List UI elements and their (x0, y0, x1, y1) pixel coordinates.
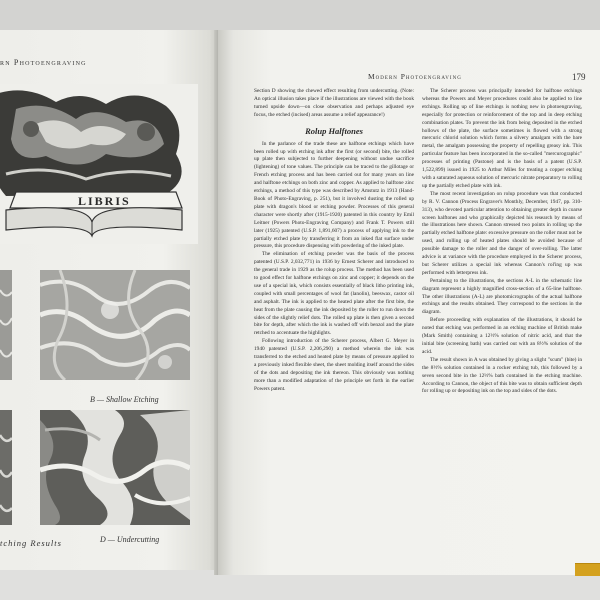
section-heading: Rolup Halftones (305, 125, 363, 136)
paragraph: The elimination of etching powder was the basis of the process patented (U.S.P. 2,032,771) in 1936 by Ernest Scherer and introduced to the general trade in 1929 as the rolup process. The method has been used to good effect for halftone etchings on zinc and copper; it depends on the use of a special ink, which consists essentially of black litho printing ink, coupled with small percentages of wool fat (lanolin), beeswax, castor oil and asphalt. The ink is applied to the heated plate after the first bite, the heat from the plate causing the ink deposited by the roller to run down the sides of the slightly relief dots. The rolled up plate is then given a second bite for depth, after which the ink is washed off with benzol and the plate retched to accentuate the highlights. (254, 251, 414, 337)
gold-page-edge (575, 563, 600, 576)
left-page (0, 30, 218, 570)
etching-photo-c-edge (0, 410, 12, 525)
paragraph: The result shown in A was obtained by giving a slight "scum" (bite) in the 8½% solution contained in a rocker etching tub, this followed by a seven second bite in the 12½% bath contained in the etching machine. According to Cannon, the object of this bite was to obtain sufficient depth for rolling up or depositing ink on the top and sides of the dots. (422, 356, 582, 395)
caption-shallow-etching: B — Shallow Etching (90, 395, 159, 404)
text-column-right (422, 88, 582, 396)
open-book (0, 30, 600, 575)
paragraph: The Scherer process was principally intended for halftone etchings whereas the Powers and Meyer procedures could also be applied to line etchings. Rolling up of line etchings is nothing new in photoengraving, especially for protection or reinforcement of the top and in deep etching combination plates. To prevent the ink from being deposited in the etched hollows of the plate, the surface sometimes is flowed with a strong mercuric chlorid solution which forms a silvery amalgam with the bare metal, the amalgam possessing the property of repelling greasy ink. This particular feature has been incorporated in the so-called "mercurographic" processes of printing (Pastone) and is the basis of a patent (U.S.P. 1,522,899) issued in 1925 to Arthur Miles for treating a copper etching with a saturated aqueous solution of mercuric nitrate preparatory to rolling up the partially etched plate with ink. (422, 88, 582, 189)
page-number: 179 (572, 72, 586, 82)
svg-text:LIBRIS: LIBRIS (78, 194, 131, 208)
text-column-left (254, 88, 414, 394)
etching-photo-undercut (40, 410, 190, 525)
paragraph: Following introduction of the Scherer process, Albert G. Meyer in 1940 patented (U.S.P. 2,206,290) a method wherein the ink was transferred to the etched and heated plate by means of pressure applied to a previously inked flexible sheet, the sheet molding itself around the sides of the dots and depositing the ink thereon. This obviously was nothing more than a modified adaptation of the principle set forth in the earlier Powers patent. (254, 338, 414, 392)
intro-paragraph: Section D showing the chewed effect resulting from undercutting. (Note: An optical illusion takes place if the illustrations are viewed with the book turned upside down—on close observation and perhaps adjusted eye focus, the etched (incised) areas assume a relief appearance!) (254, 88, 414, 118)
left-running-head: rn Photoengraving (0, 58, 87, 67)
caption-undercutting: D — Undercutting (100, 535, 160, 544)
right-page (218, 30, 600, 575)
etching-photo-a-edge (0, 270, 12, 380)
etching-photo-shallow (40, 270, 190, 380)
paragraph: Pertaining to the illustrations, the sections A-L in the schematic line diagram represent a highly magnified cross-section of a 65-line halftone. The other illustrations (A-L) are photomicrographs of the actual halftone etchings and the results obtained. They correspond to the sections in the diagram. (422, 277, 582, 316)
caption-etching-results: tching Results (0, 538, 62, 548)
paragraph: In the parlance of the trade these are halftone etchings which have been rolled up with etching ink after the first (or second) bite, the rolled up plate then subjected to further deepening without undue sacrifice (lightening) of tone values. The principle can be traced to the gillotage or French etching process and has been carried out for many years on line and halftone etchings on both zinc and copper. As applied to halftone zinc etchings, a method of this type was described by Amstutz in 1913 (Hand-Book of Photo-Engraving, p. 251), but it involved dusting the rolled up plate with dragon's blood or etching powder. Processes of this general character were shortly after (1915-1920) patented in this country by Emil Leitner (Powers Photo-Engraving Company) and Frank T. Powers still later (1925) patented (U.S.P. 1,891,607) a process of applying ink to the partially etched plate by transferring it from an inked flat surface under pressure, this procedure dispensing with powdering of the inked plate. (254, 140, 414, 250)
paragraph: Before proceeding with explanation of the illustrations, it should be noted that etching was performed in an etching machine of British make (Mark Smith) containing a 12½% solution of nitric acid, and that the initial bite (screening bath) was carried out with an 8½% solution of the acid. (422, 317, 582, 355)
paragraph: The most recent investigation on rolup procedure was that conducted by R. V. Cannon (Process Engraver's Monthly, December, 1947, pp. 310-313), who devoted particular attention to obtaining greater depth in coarse screen halftones and who graphically depicted his research by means of the illustrations here shown. Cannon stressed two points in rolling up the partially etched halftone plate: excessive pressure on the roller must not be used, and rolling up of heated plates should be avoided because of possible damage to the roller and the danger of over-rolling. The latter advice is at variance with the procedure employed in the Scherer process, but Scherer utilizes a special ink whereas Cannon's rol'ing up was performed with letterpress ink. (422, 190, 582, 276)
ex-libris-illustration (0, 84, 198, 244)
right-running-head: Modern Photoengraving (368, 72, 462, 81)
